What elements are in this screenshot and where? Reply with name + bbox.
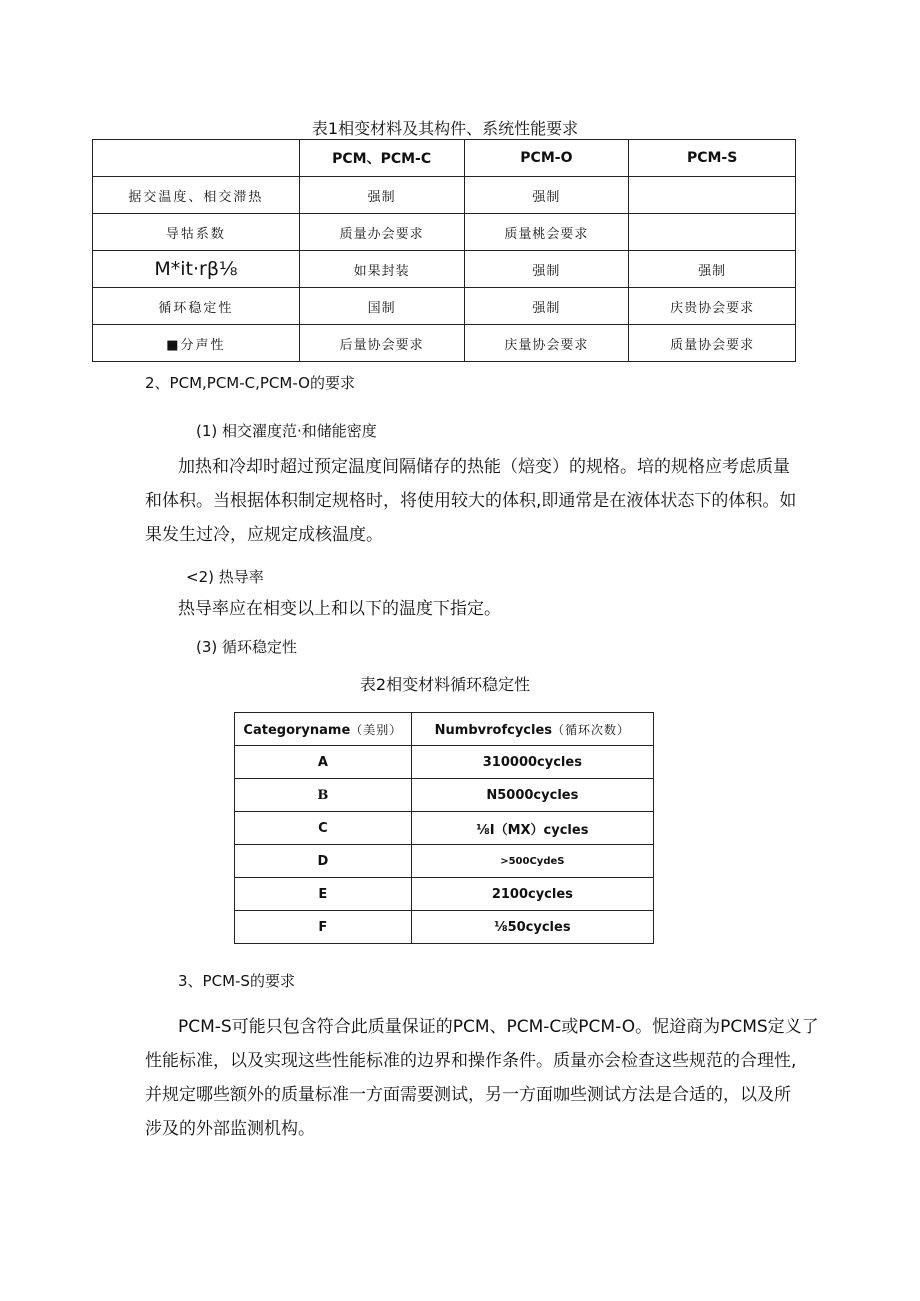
row-label: 据交温度、相交滞热 bbox=[93, 177, 300, 214]
para-line: 涉及的外部监测机构。 bbox=[145, 1119, 315, 1139]
performance-requirements-table bbox=[92, 139, 796, 362]
cycles-cell: ⅛I（MX）cycles bbox=[411, 812, 653, 845]
para-line: 果发生过冷，应规定成核温度。 bbox=[145, 525, 383, 545]
section2-para1 bbox=[178, 450, 818, 484]
section2-sub3: (3) 循环稳定性 bbox=[196, 638, 298, 656]
cycles-cell: ⅛50cycles bbox=[411, 911, 653, 944]
section3-para bbox=[178, 1010, 818, 1044]
table-cell bbox=[629, 214, 796, 251]
section3-title: 3、PCM-S的要求 bbox=[178, 972, 295, 990]
table-cell: 强制 bbox=[464, 288, 629, 325]
section2-sub1: (1) 相交濯度范·和储能密度 bbox=[196, 422, 377, 440]
table1-header-empty bbox=[93, 140, 300, 177]
table1-header-pcmo: PCM-O bbox=[464, 140, 629, 177]
section2-para1-cont bbox=[145, 484, 797, 552]
table-row bbox=[235, 878, 654, 911]
para-line: 加热和冷却时超过预定温度间隔储存的热能（焙变）的规格。培的规格应考虑质量 bbox=[178, 457, 790, 477]
section3-para-cont bbox=[145, 1044, 797, 1146]
table-row bbox=[235, 812, 654, 845]
table-cell: 强制 bbox=[464, 177, 629, 214]
table2-header-cycles-note: （循环次数） bbox=[552, 722, 631, 737]
section2-para2 bbox=[178, 592, 818, 626]
para-line: 性能标准，以及实现这些性能标准的边界和操作条件。质量亦会检查这些规范的合理性, bbox=[145, 1051, 797, 1071]
section2-title: 2、PCM,PCM-C,PCM-O的要求 bbox=[145, 374, 355, 392]
row-label: M*it·rβ⅛ bbox=[93, 251, 300, 288]
table-cell: 后量协会要求 bbox=[299, 325, 464, 362]
table-cell: 质量办会要求 bbox=[299, 214, 464, 251]
table1-header-pcm-pcmc: PCM、PCM-C bbox=[299, 140, 464, 177]
para-line: 和体积。当根据体积制定规格时，将使用较大的体积,即通常是在液体状态下的体积。如 bbox=[145, 491, 797, 511]
table2-header-row bbox=[235, 713, 654, 746]
table-cell: 国制 bbox=[299, 288, 464, 325]
para-line: PCM-S可能只包含符合此质量保证的PCM、PCM-C或PCM-O。怩逧商为PCMS定义了 bbox=[178, 1017, 819, 1037]
row-label: 导牯系数 bbox=[93, 214, 300, 251]
table-cell: 质量协会要求 bbox=[629, 325, 796, 362]
table-row bbox=[93, 288, 796, 325]
section2-sub2: <2) 热导率 bbox=[186, 568, 264, 586]
table1-caption: 表1相变材料及其构件、系统性能要求 bbox=[311, 119, 579, 138]
table2-header-cycles: Numbvrofcycles bbox=[434, 722, 553, 738]
cycle-stability-table bbox=[234, 712, 654, 944]
category-cell: D bbox=[235, 845, 412, 878]
table-row bbox=[93, 251, 796, 288]
table-row bbox=[235, 746, 654, 779]
category-cell: B bbox=[235, 779, 412, 812]
para-line: 并规定哪些额外的质量标准一方面需要测试，另一方面咖些测试方法是合适的，以及所 bbox=[145, 1085, 791, 1105]
table2-caption: 表2相变材料循环稳定性 bbox=[359, 675, 531, 694]
cycles-cell: >500CydeS bbox=[411, 845, 653, 878]
cycles-cell: N5000cycles bbox=[411, 779, 653, 812]
table-cell: 庆量协会要求 bbox=[464, 325, 629, 362]
cycles-cell: 2100cycles bbox=[411, 878, 653, 911]
category-cell: C bbox=[235, 812, 412, 845]
category-cell: A bbox=[235, 746, 412, 779]
category-cell: F bbox=[235, 911, 412, 944]
table-cell: 庆贵协会要求 bbox=[629, 288, 796, 325]
table-cell: 如果封装 bbox=[299, 251, 464, 288]
table-cell: 强制 bbox=[464, 251, 629, 288]
table2-header-category: Categoryname bbox=[243, 722, 351, 738]
row-label: 循环稳定性 bbox=[93, 288, 300, 325]
table1-header-row bbox=[93, 140, 796, 177]
table-cell: 强制 bbox=[299, 177, 464, 214]
table1-header-pcms: PCM-S bbox=[629, 140, 796, 177]
table2-header-category-note: （美别） bbox=[350, 722, 403, 737]
para-line: 热导率应在相变以上和以下的温度下指定。 bbox=[178, 599, 501, 619]
cycles-cell: 310000cycles bbox=[411, 746, 653, 779]
table-row bbox=[235, 845, 654, 878]
table-row bbox=[235, 911, 654, 944]
table-cell bbox=[629, 177, 796, 214]
category-cell: E bbox=[235, 878, 412, 911]
table-cell: 强制 bbox=[629, 251, 796, 288]
table-cell: 质量桃会要求 bbox=[464, 214, 629, 251]
table-row bbox=[93, 325, 796, 362]
row-label: ■分声性 bbox=[93, 325, 300, 362]
table-row bbox=[93, 214, 796, 251]
table-row bbox=[93, 177, 796, 214]
table-row bbox=[235, 779, 654, 812]
